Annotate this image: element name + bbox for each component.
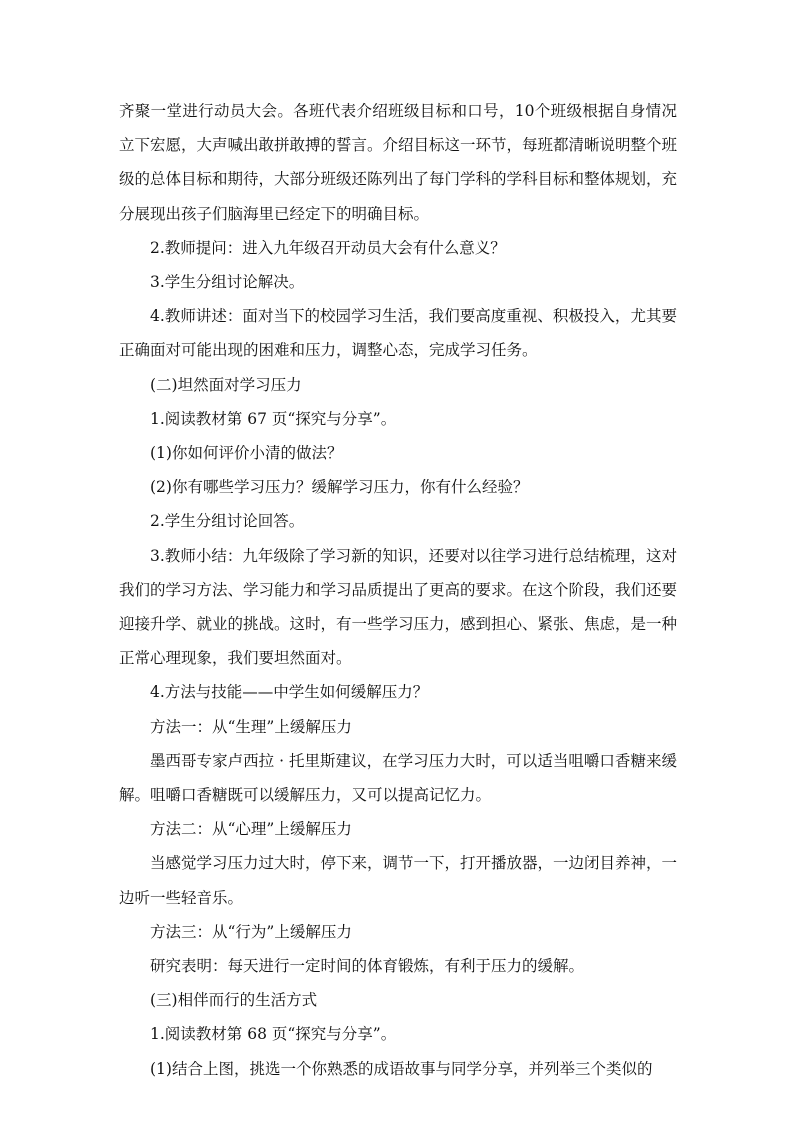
paragraph-6: 1.阅读教材第 67 页“探究与分享”。 — [150, 409, 397, 428]
paragraph-8: (2)你有哪些学习压力？缓解学习压力，你有什么经验？ — [150, 478, 529, 497]
paragraph-17: 研究表明：每天进行一定时间的体育锻炼，有利于压力的缓解。 — [150, 957, 585, 976]
paragraph-19: 1.阅读教材第 68 页“探究与分享”。 — [150, 1025, 397, 1044]
paragraph-1: 齐聚一堂进行动员大会。各班代表介绍班级目标和口号，10个班级根据自身情况立下宏愿，大声喊出敢拼敢搏的誓言。介绍目标这一环节，每班都清晰说明整个班级的总体目标和期待，大部分班级还陈列出了每门学科的学科目标和整体规划，充分展现出孩子们脑海里已经定下的明确目标。 — [119, 102, 678, 223]
paragraph-15: 当感觉学习压力过大时，停下来，调节一下，打开播放器，一边闭目养神，一边听一些轻音乐。 — [119, 854, 678, 907]
paragraph-20: (1)结合上图，挑选一个你熟悉的成语故事与同学分享，并列举三个类似的 — [150, 1059, 653, 1078]
paragraph-11: 4.方法与技能——中学生如何缓解压力？ — [150, 683, 429, 702]
paragraph-2: 2.教师提问：进入九年级召开动员大会有什么意义？ — [150, 238, 506, 257]
paragraph-12: 方法一：从“生理”上缓解压力 — [150, 717, 352, 736]
paragraph-13: 墨西哥专家卢西拉 · 托里斯建议，在学习压力大时，可以适当咀嚼口香糖来缓解。咀嚼口香糖既可以缓解压力，又可以提高记忆力。 — [119, 751, 677, 805]
paragraph-7: (1)你如何评价小清的做法？ — [150, 444, 343, 463]
paragraph-14: 方法二：从“心理”上缓解压力 — [150, 820, 352, 839]
section-heading-3: (三)相伴而行的生活方式 — [150, 991, 318, 1010]
paragraph-3: 3.学生分组讨论解决。 — [150, 273, 305, 292]
paragraph-4: 4.教师讲述：面对当下的校园学习生活，我们要高度重视、积极投入，尤其要正确面对可能出现的困难和压力，调整心态，完成学习任务。 — [119, 307, 677, 360]
paragraph-16: 方法三：从“行为”上缓解压力 — [150, 922, 352, 941]
paragraph-10: 3.教师小结：九年级除了学习新的知识，还要对以往学习进行总结梳理，这对我们的学习方法、学习能力和学习品质提出了更高的要求。在这个阶段，我们还要迎接升学、就业的挑战。这时，有一些学习压力，感到担心、紧张、焦虑，是一种正常心理现象，我们要坦然面对。 — [119, 546, 678, 668]
document-body — [119, 94, 677, 1086]
section-heading-2: (二)坦然面对学习压力 — [150, 375, 302, 394]
paragraph-9: 2.学生分组讨论回答。 — [150, 512, 305, 531]
